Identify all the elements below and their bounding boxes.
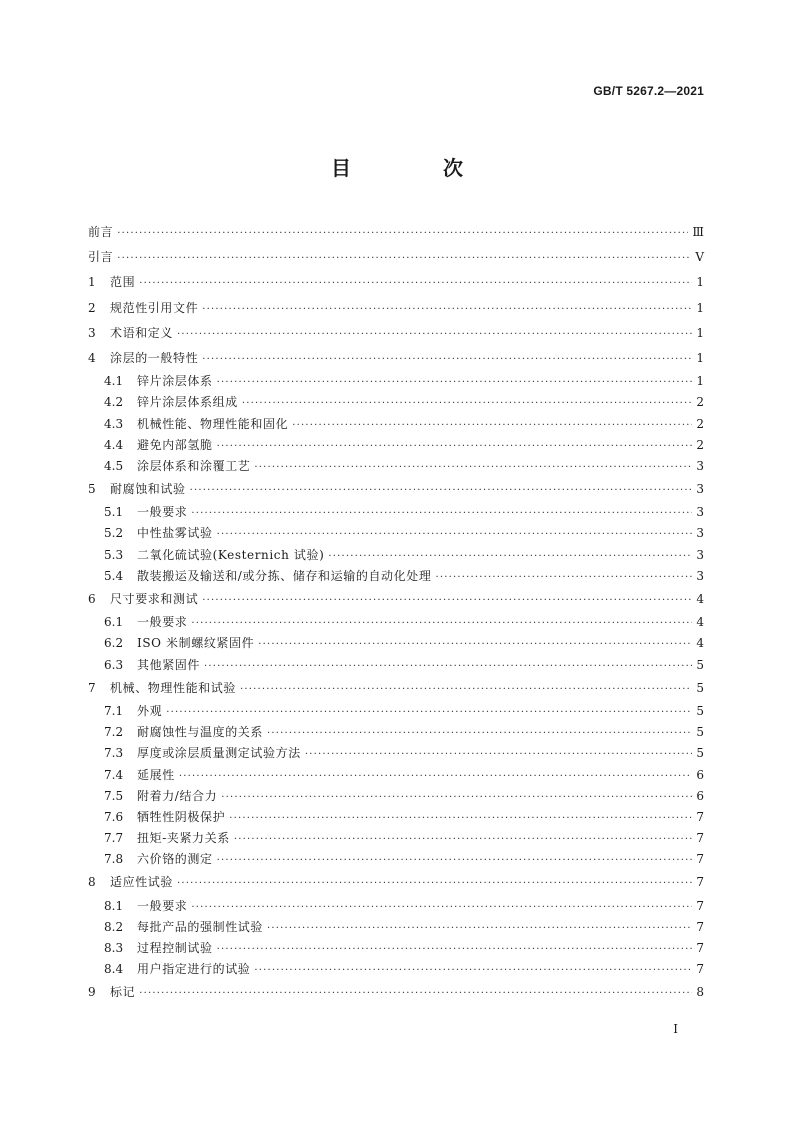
toc-entry-page: 4 — [696, 592, 704, 606]
toc-dot-leader — [190, 478, 692, 503]
toc-entry[interactable] — [88, 502, 704, 523]
toc-dot-leader — [179, 766, 692, 787]
toc-dot-leader — [202, 297, 692, 322]
toc-entry-page: 5 — [696, 746, 704, 761]
toc-entry-label: 范围 — [110, 275, 136, 290]
toc-entry[interactable] — [88, 477, 704, 502]
toc-entry[interactable] — [88, 566, 704, 587]
toc-entry-number: 7.4 — [104, 767, 124, 782]
toc-entry[interactable] — [88, 870, 704, 895]
toc-entry-page: 6 — [696, 788, 704, 803]
toc-entry-number: 4.1 — [104, 374, 124, 389]
toc-entry-number: 4.4 — [104, 437, 124, 452]
toc-entry-label: 机械性能、物理性能和固化 — [137, 416, 289, 431]
toc-entry[interactable] — [88, 414, 704, 435]
toc-entry[interactable] — [88, 938, 704, 959]
toc-entry-label: 牺牲性阴极保护 — [137, 809, 226, 824]
toc-entry-number: 7.6 — [104, 809, 124, 824]
toc-entry-number: 8.2 — [104, 919, 124, 934]
toc-entry-number: 6.2 — [104, 636, 124, 651]
toc-entry-page: 3 — [696, 458, 704, 473]
toc-entry-label: 涂层的一般特性 — [110, 350, 199, 365]
toc-entry-number: 3 — [88, 325, 96, 340]
toc-entry-number: 5.3 — [104, 547, 124, 562]
toc-entry-page: Ⅴ — [695, 250, 704, 265]
toc-entry-label: 规范性引用文件 — [110, 300, 199, 315]
toc-entry-number: 6 — [88, 592, 96, 606]
toc-dot-leader — [234, 829, 692, 850]
toc-entry-number: 8.3 — [104, 941, 124, 955]
toc-entry-label: 机械、物理性能和试验 — [110, 680, 237, 695]
toc-entry-label: 适应性试验 — [110, 875, 174, 890]
toc-entry-page: 7 — [696, 962, 704, 977]
toc-entry-label: 外观 — [137, 703, 163, 718]
toc-entry-page: 2 — [696, 395, 704, 410]
toc-dot-leader — [166, 702, 692, 723]
toc-dot-leader — [242, 393, 692, 414]
toc-entry-page: 3 — [696, 547, 704, 562]
toc-dot-leader — [328, 546, 692, 567]
toc-entry[interactable] — [88, 456, 704, 477]
toc-entry-label: 过程控制试验 — [137, 941, 213, 955]
toc-entry-page: 5 — [696, 680, 704, 695]
toc-entry-page: 5 — [696, 657, 704, 672]
toc-dot-leader — [191, 613, 692, 634]
toc-dot-leader — [117, 246, 691, 271]
toc-dot-leader — [139, 271, 692, 296]
toc-entry-label: 中性盐雾试验 — [137, 526, 213, 541]
toc-entry-page: 7 — [696, 898, 704, 913]
toc-entry[interactable] — [88, 220, 704, 245]
toc-entry-label: 引言 — [88, 250, 114, 265]
toc-dot-leader — [254, 960, 692, 981]
toc-entry-number: 8 — [88, 875, 96, 890]
toc-entry[interactable] — [88, 828, 704, 849]
toc-entry-label: 扭矩-夹紧力关系 — [137, 831, 230, 846]
toc-entry-number: 5 — [88, 482, 96, 497]
toc-entry-number: 8.1 — [104, 898, 124, 913]
toc-entry[interactable] — [88, 296, 704, 321]
toc-entry-label: 术语和定义 — [110, 325, 174, 340]
toc-entry[interactable] — [88, 701, 704, 722]
toc-entry-label: 避免内部氢脆 — [137, 437, 213, 452]
toc-entry[interactable] — [88, 392, 704, 413]
toc-entry-page: 3 — [696, 526, 704, 541]
toc-entry-page: 5 — [696, 725, 704, 740]
toc-entry-page: 1 — [696, 374, 704, 389]
toc-dot-leader — [117, 221, 688, 246]
toc-entry-label: 二氧化硫试验(Kesternich 试验) — [137, 547, 325, 562]
toc-entry-label: 附着力/结合力 — [137, 788, 218, 803]
toc-dot-leader — [217, 436, 692, 457]
toc-dot-leader — [254, 457, 692, 478]
toc-dot-leader — [177, 322, 692, 347]
toc-entry-page: 7 — [696, 941, 704, 955]
toc-entry-label: 耐腐蚀性与温度的关系 — [137, 725, 264, 740]
toc-entry-page: 3 — [696, 568, 704, 583]
toc-entry[interactable] — [88, 321, 704, 346]
toc-entry[interactable] — [88, 612, 704, 633]
toc-entry[interactable] — [88, 765, 704, 786]
toc-entry-number: 5.1 — [104, 505, 124, 520]
page-title: 目 次 — [331, 156, 499, 180]
toc-dot-leader — [267, 918, 692, 939]
toc-entry-number: 6.3 — [104, 657, 124, 672]
document-code: GB/T 5267.2—2021 — [593, 84, 704, 98]
toc-entry-page: 8 — [696, 985, 704, 1000]
toc-entry[interactable] — [88, 655, 704, 676]
toc-entry-number: 2 — [88, 300, 96, 315]
toc-dot-leader — [221, 787, 692, 808]
toc-entry-number: 8.4 — [104, 962, 124, 977]
toc-entry-label: 锌片涂层体系 — [137, 374, 213, 389]
toc-dot-leader — [229, 808, 692, 829]
toc-dot-leader — [217, 524, 692, 545]
toc-entry-number: 4.2 — [104, 395, 124, 410]
toc-entry-page: 7 — [696, 831, 704, 846]
toc-entry-page: 7 — [696, 875, 704, 890]
toc-entry-page: 3 — [696, 505, 704, 520]
toc-dot-leader — [202, 347, 692, 372]
toc-entry[interactable] — [88, 807, 704, 828]
toc-dot-leader — [435, 567, 692, 588]
toc-entry-label: 每批产品的强制性试验 — [137, 919, 264, 934]
toc-entry-page: 1 — [696, 350, 704, 365]
toc-entry-page: 7 — [696, 852, 704, 867]
toc-entry-page: 5 — [696, 703, 704, 718]
toc-entry[interactable] — [88, 633, 704, 654]
toc-entry-label: 六价铬的测定 — [137, 852, 213, 867]
toc-entry-page: 1 — [696, 300, 704, 315]
toc-entry-label: 一般要求 — [137, 898, 188, 913]
toc-entry[interactable] — [88, 371, 704, 392]
toc-entry-label: 前言 — [88, 225, 114, 239]
toc-entry-number: 7 — [88, 680, 96, 695]
toc-entry[interactable] — [88, 722, 704, 743]
toc-entry-label: 一般要求 — [137, 615, 188, 630]
toc-entry-page: 4 — [696, 615, 704, 630]
toc-entry-number: 6.1 — [104, 615, 124, 630]
toc-entry-label: 尺寸要求和测试 — [110, 592, 199, 606]
toc-entry-number: 7.2 — [104, 725, 124, 740]
toc-entry-page: 7 — [696, 809, 704, 824]
toc-dot-leader — [292, 415, 692, 436]
toc-entry-label: 延展性 — [137, 767, 175, 782]
toc-dot-leader — [258, 634, 692, 655]
toc-entry-label: ISO 米制螺纹紧固件 — [137, 636, 255, 651]
toc-entry[interactable] — [88, 917, 704, 938]
toc-entry[interactable] — [88, 245, 704, 270]
toc-entry-page: 4 — [696, 636, 704, 651]
toc-entry-number: 9 — [88, 985, 96, 1000]
toc-entry-page: 1 — [696, 275, 704, 290]
toc-dot-leader — [240, 677, 692, 702]
toc-entry-label: 用户指定进行的试验 — [137, 962, 251, 977]
toc-entry[interactable] — [88, 587, 704, 612]
toc-entry[interactable] — [88, 896, 704, 917]
toc-entry-number: 7.3 — [104, 746, 124, 761]
toc-entry[interactable] — [88, 743, 704, 764]
toc-entry-number: 4.3 — [104, 416, 124, 431]
toc-entry[interactable] — [88, 849, 704, 870]
page-number: I — [673, 1022, 678, 1036]
toc-entry-page: 1 — [696, 325, 704, 340]
toc-entry-page: Ⅲ — [692, 225, 704, 239]
toc-entry-number: 7.7 — [104, 831, 124, 846]
toc-entry[interactable] — [88, 545, 704, 566]
toc-entry-label: 一般要求 — [137, 505, 188, 520]
toc-entry-page: 3 — [696, 482, 704, 497]
toc-dot-leader — [217, 939, 692, 960]
toc-dot-leader — [217, 372, 692, 393]
toc-entry-number: 7.1 — [104, 703, 124, 718]
toc-entry[interactable] — [88, 270, 704, 295]
toc-dot-leader — [191, 897, 692, 918]
toc-entry-label: 标记 — [110, 985, 136, 1000]
toc-entry[interactable] — [88, 786, 704, 807]
toc-entry-page: 2 — [696, 437, 704, 452]
toc-entry-number: 5.4 — [104, 568, 124, 583]
toc-entry-label: 耐腐蚀和试验 — [110, 482, 186, 497]
toc-entry-label: 其他紧固件 — [137, 657, 201, 672]
toc-entry[interactable] — [88, 523, 704, 544]
toc-dot-leader — [305, 744, 692, 765]
toc-entry[interactable] — [88, 676, 704, 701]
toc-entry-number: 7.5 — [104, 788, 124, 803]
table-of-contents — [88, 220, 704, 1006]
toc-entry-label: 厚度或涂层质量测定试验方法 — [137, 746, 301, 761]
toc-entry-number: 4 — [88, 350, 96, 365]
toc-entry-page: 7 — [696, 919, 704, 934]
toc-entry-number: 4.5 — [104, 458, 124, 473]
toc-entry-page: 6 — [696, 767, 704, 782]
toc-entry[interactable] — [88, 435, 704, 456]
toc-entry-label: 散装搬运及输送和/或分拣、储存和运输的自动化处理 — [137, 568, 432, 583]
toc-entry-number: 7.8 — [104, 852, 124, 867]
toc-entry[interactable] — [88, 346, 704, 371]
toc-entry-page: 2 — [696, 416, 704, 431]
toc-entry-number: 5.2 — [104, 526, 124, 541]
toc-dot-leader — [267, 723, 692, 744]
toc-entry-number: 1 — [88, 275, 96, 290]
toc-entry-label: 锌片涂层体系组成 — [137, 395, 238, 410]
toc-dot-leader — [191, 503, 692, 524]
toc-entry-label: 涂层体系和涂覆工艺 — [137, 458, 251, 473]
toc-dot-leader — [217, 850, 692, 871]
toc-dot-leader — [202, 588, 692, 613]
toc-dot-leader — [177, 871, 692, 896]
toc-entry[interactable] — [88, 980, 704, 1005]
toc-dot-leader — [204, 656, 692, 677]
toc-entry[interactable] — [88, 959, 704, 980]
toc-dot-leader — [139, 981, 692, 1006]
